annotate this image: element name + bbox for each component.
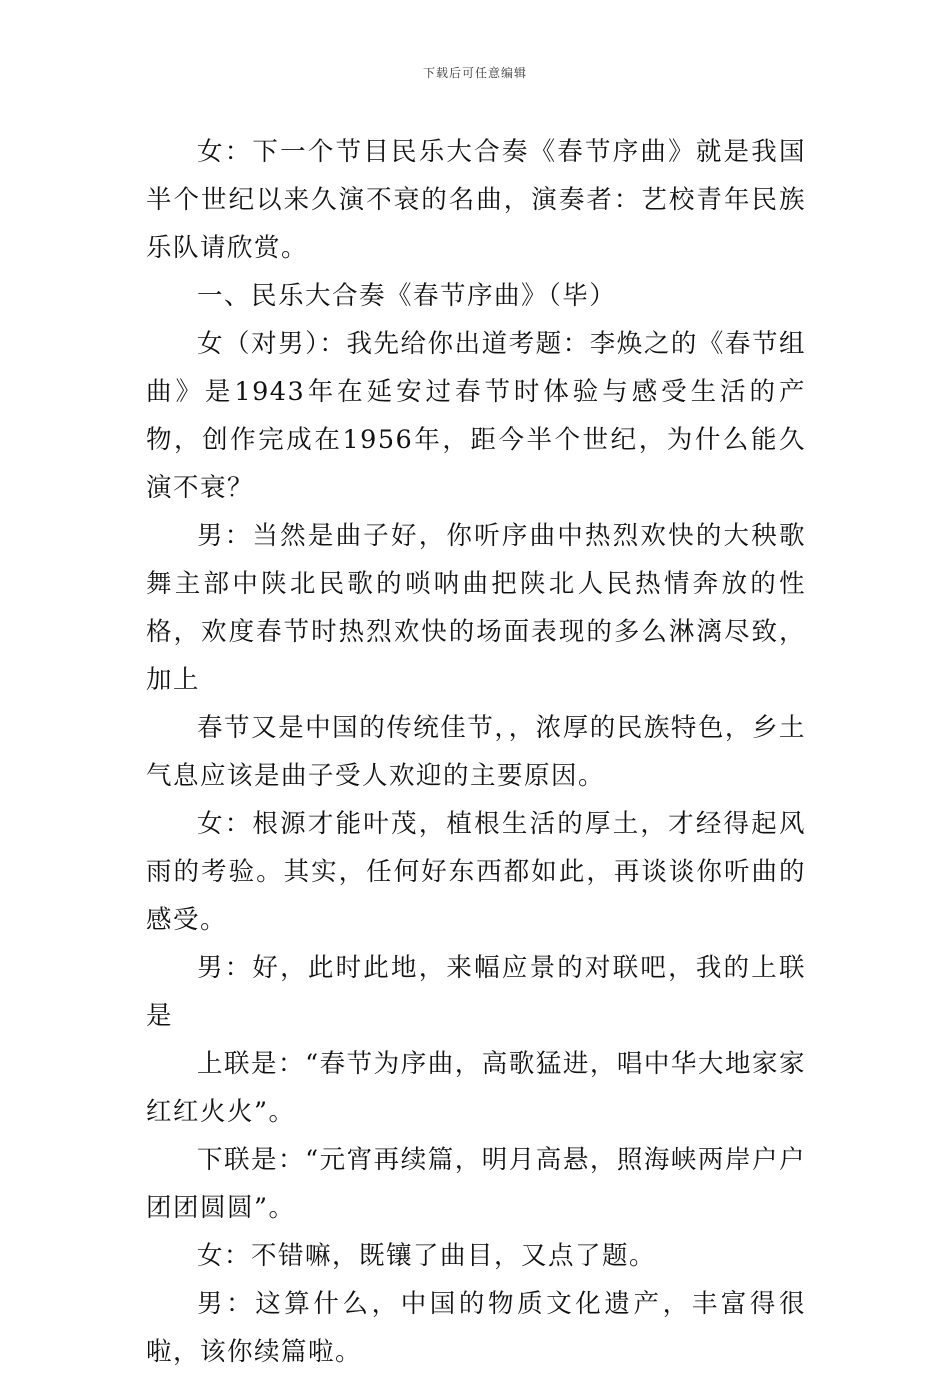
paragraph: 下联是：“元宵再续篇，明月高悬，照海峡两岸户户团团圆圆”。 — [146, 1145, 806, 1223]
paragraph: 女（对男）：我先给你出道考题：李焕之的《春节组曲》是1943年在延安过春节时体验与感受生活的产物，创作完成在1956年，距今半个世纪，为什么能久演不衰？ — [146, 329, 806, 503]
paragraph: 上联是：“春节为序曲，高歌猛进，唱中华大地家家红红火火”。 — [146, 1049, 806, 1127]
paragraph: 男：这算什么，中国的物质文化遗产，丰富得很啦，该你续篇啦。 — [146, 1289, 806, 1367]
paragraph: 男：好，此时此地，来幅应景的对联吧，我的上联是 — [146, 953, 806, 1031]
document-body — [146, 128, 806, 1376]
paragraph: 男：当然是曲子好，你听序曲中热烈欢快的大秧歌舞主部中陕北民歌的唢呐曲把陕北人民热情奔放的性格，欢度春节时热烈欢快的场面表现的多么淋漓尽致，加上 — [146, 521, 806, 695]
page-header: 下载后可任意编辑 — [422, 66, 527, 80]
paragraph: 春节又是中国的传统佳节，，浓厚的民族特色，乡土气息应该是曲子受人欢迎的主要原因。 — [146, 713, 806, 791]
paragraph: 女：下一个节目民乐大合奏《春节序曲》就是我国半个世纪以来久演不衰的名曲，演奏者：艺校青年民族乐队请欣赏。 — [146, 137, 806, 263]
paragraph: 女：不错嘛，既镶了曲目，又点了题。 — [197, 1241, 657, 1271]
paragraph: 女：根源才能叶茂，植根生活的厚土，才经得起风雨的考验。其实，任何好东西都如此，再谈谈你听曲的感受。 — [146, 809, 806, 935]
paragraph: 一、民乐大合奏《春节序曲》（毕） — [197, 281, 617, 311]
